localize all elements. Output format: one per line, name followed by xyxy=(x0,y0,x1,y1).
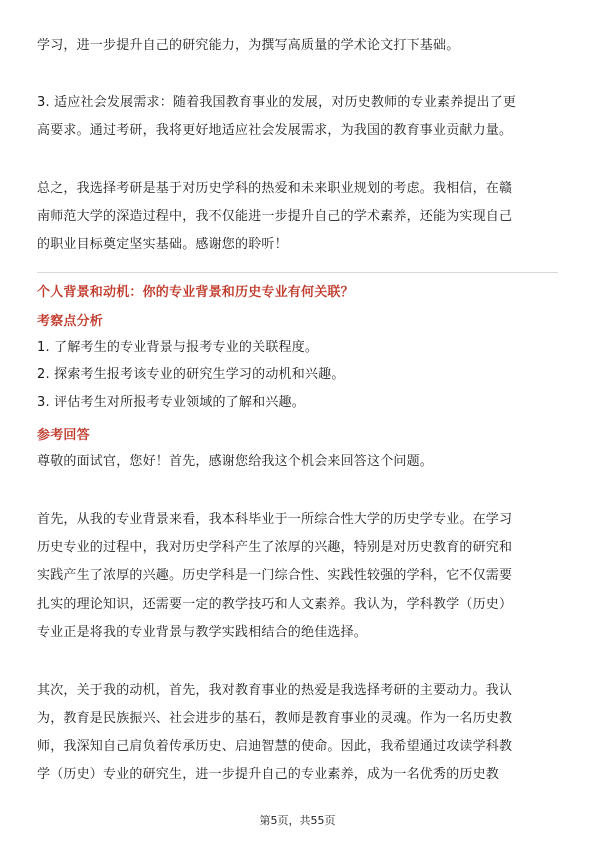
paragraph-line: 3. 适应社会发展需求：随着我国教育事业的发展，对历史教师的专业素养提出了更 xyxy=(37,95,517,110)
analysis-item: 3. 评估考生对所报考专业领域的了解和兴趣。 xyxy=(37,395,305,410)
answer-intro: 尊敬的面试官，您好！首先，感谢您给我这个机会来回答这个问题。 xyxy=(37,454,434,469)
answer-paragraph-line: 实践产生了浓厚的兴趣。历史学科是一门综合性、实践性较强的学科，它不仅需要 xyxy=(37,568,513,583)
answer-paragraph-line: 学（历史）专业的研究生，进一步提升自己的专业素养，成为一名优秀的历史教 xyxy=(37,767,500,782)
analysis-item: 2. 探索考生报考该专业的研究生学习的动机和兴趣。 xyxy=(37,367,345,382)
analysis-item: 1. 了解考生的专业背景与报考专业的关联程度。 xyxy=(37,340,319,355)
page-number: 第5页，共55页 xyxy=(259,814,336,827)
paragraph-line: 南师范大学的深造过程中，我不仅能进一步提升自己的学术素养，还能为实现自己 xyxy=(37,209,513,224)
paragraph-line: 的职业目标奠定坚实基础。感谢您的聆听！ xyxy=(37,237,288,252)
answer-paragraph-line: 为，教育是民族振兴、社会进步的基石，教师是教育事业的灵魂。作为一名历史教 xyxy=(37,711,513,726)
answer-paragraph-line: 其次，关于我的动机，首先，我对教育事业的热爱是我选择考研的主要动力。我认 xyxy=(37,683,513,698)
answer-paragraph-line: 扎实的理论知识，还需要一定的教学技巧和人文素养。我认为，学科教学（历史） xyxy=(37,597,513,612)
answer-paragraph-line: 历史专业的过程中，我对历史学科产生了浓厚的兴趣，特别是对历史教育的研究和 xyxy=(37,540,513,555)
paragraph-line: 学习，进一步提升自己的研究能力，为撰写高质量的学术论文打下基础。 xyxy=(37,38,460,53)
answer-paragraph-line: 专业正是将我的专业背景与教学实践相结合的绝佳选择。 xyxy=(37,625,368,640)
paragraph-line: 高要求。通过考研，我将更好地适应社会发展需求，为我国的教育事业贡献力量。 xyxy=(37,123,513,138)
analysis-heading: 考察点分析 xyxy=(37,314,104,329)
section-divider xyxy=(37,272,558,273)
answer-paragraph-line: 首先，从我的专业背景来看，我本科毕业于一所综合性大学的历史学专业。在学习 xyxy=(37,512,513,527)
question-title: 个人背景和动机：你的专业背景和历史专业有何关联？ xyxy=(37,285,354,300)
answer-heading: 参考回答 xyxy=(37,428,90,443)
answer-paragraph-line: 师，我深知自己肩负着传承历史、启迪智慧的使命。因此，我希望通过攻读学科教 xyxy=(37,739,513,754)
paragraph-line: 总之，我选择考研是基于对历史学科的热爱和未来职业规划的考虑。我相信，在赣 xyxy=(37,181,513,196)
